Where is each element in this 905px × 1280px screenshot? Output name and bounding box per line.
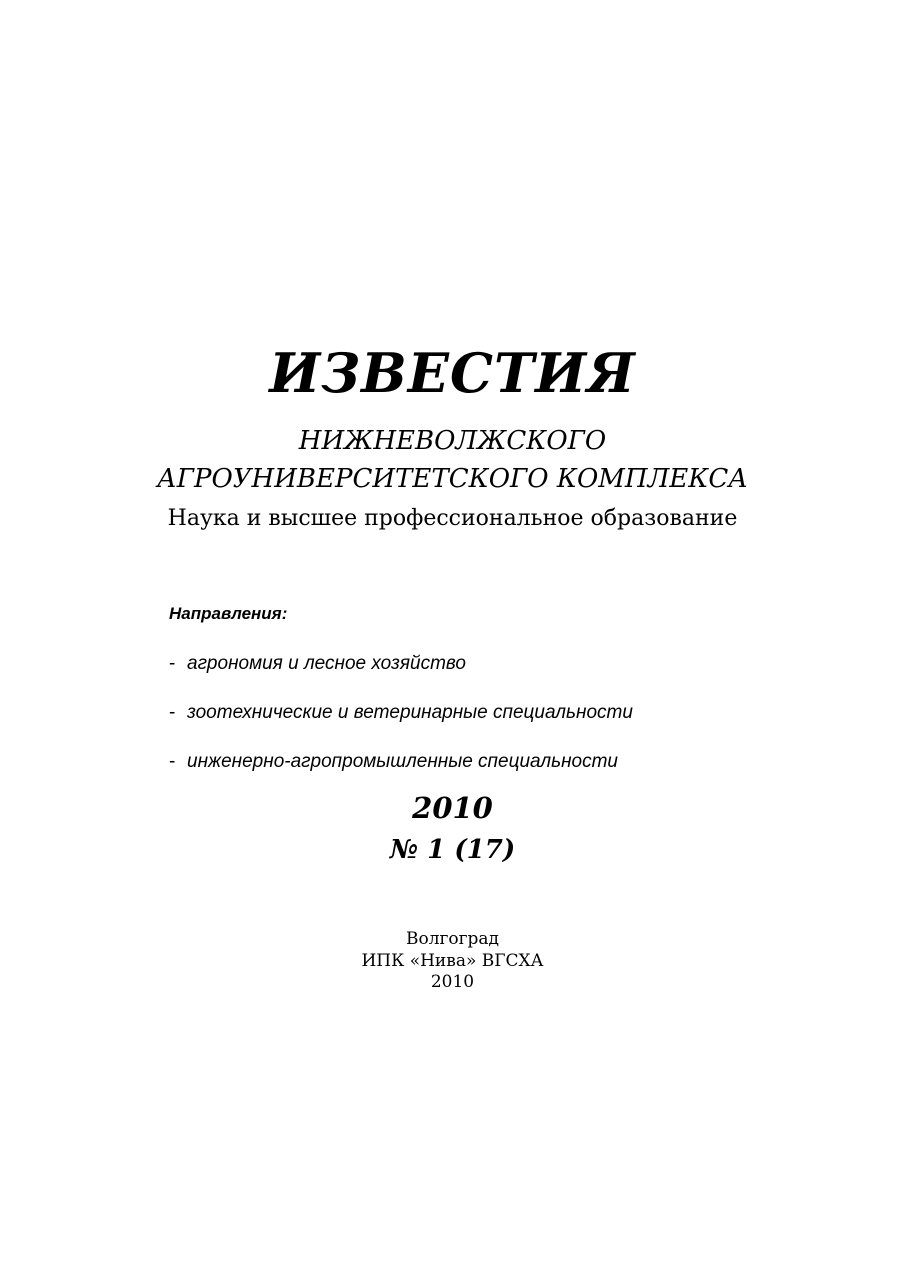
issue-year: 2010 [412,791,493,825]
journal-title: ИЗВЕСТИЯ [269,341,636,405]
direction-item-text: инженерно-агропромышленные специальности [187,751,618,772]
imprint-city: Волгоград [405,929,500,949]
directions-label: Направления: [169,604,288,623]
direction-item-text: зоотехнические и ветеринарные специальности [187,702,633,723]
imprint-publisher: ИПК «Нива» ВГСХА [361,950,544,971]
imprint-year: 2010 [430,972,475,992]
bullet-dash: - [169,653,176,674]
direction-item [169,748,633,776]
direction-item-text: агрономия и лесное хозяйство [187,653,466,674]
journal-subtitle-line-2: АГРОУНИВЕРСИТЕТСКОГО КОМПЛЕКСА [157,464,748,494]
direction-item [169,699,633,727]
journal-tagline: Наука и высшее профессиональное образование [167,506,738,531]
direction-item [169,650,633,678]
bullet-dash: - [169,702,176,723]
journal-subtitle-line-1: НИЖНЕВОЛЖСКОГО [298,426,607,456]
issue-number: № 1 (17) [389,835,516,865]
directions-section [169,600,633,797]
bullet-dash: - [169,751,176,772]
imprint [0,929,905,994]
